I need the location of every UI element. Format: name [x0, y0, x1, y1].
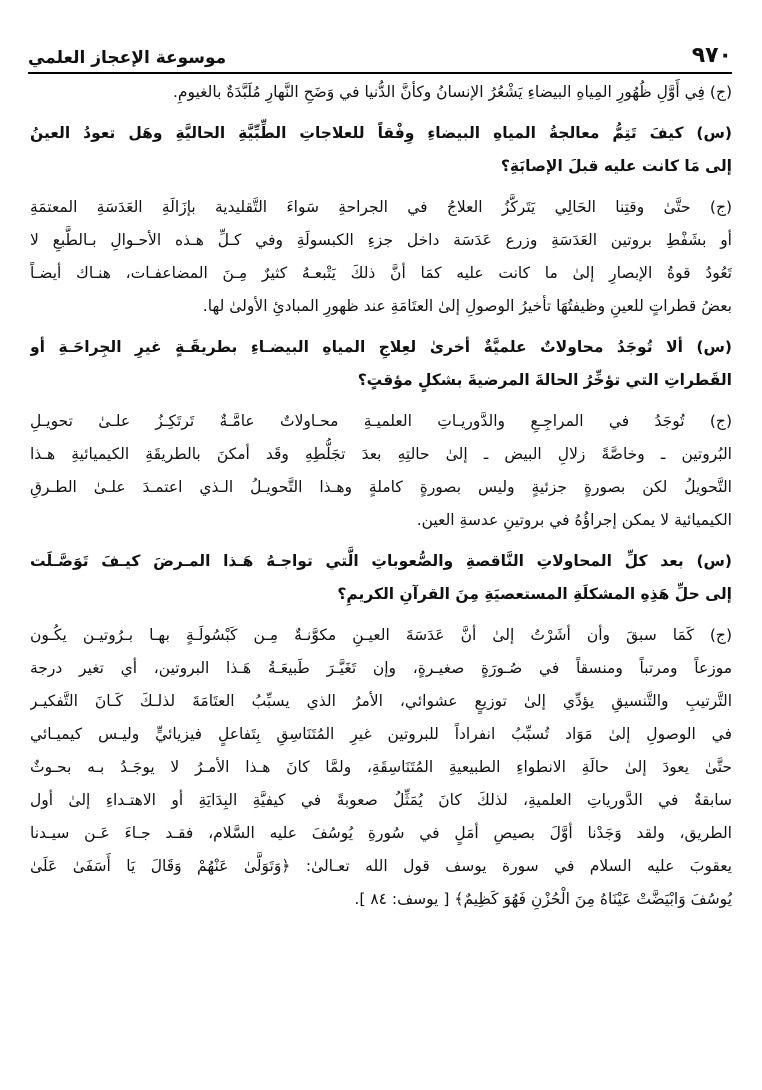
text-line: أو بشَفْطِ بروتين العَدَسَةِ وزرع عَدَسَة داخل جزءِ الكبسولَةِ وفي كـلِّ هـذه الأحـوالِ بـالطَّبعِ لا — [30, 231, 732, 249]
text-line: بعضُ قطراتٍ للعينِ وظيفتُهَا تأخيرُ الوصولِ إلىٰ العتَامَةِ عند ظهورِ المبادئِ الأولىٰ لها. — [202, 297, 732, 315]
question-paragraph — [30, 331, 732, 397]
text-line: (ج) كَمَا سبقَ وأن أشَرْتُ إلىٰ أنَّ عَدَسَةَ العيـنِ مكوَّنـةٌ مِـن كَبْسُولَـةٍ بهـا بـرُوتيـن يكُـون — [30, 626, 732, 644]
question-paragraph — [30, 545, 732, 611]
running-header — [28, 28, 732, 74]
text-line: الكيميائية لا يمكن إجراؤُهُ في بروتينِ عدسةِ العين. — [416, 511, 732, 529]
text-line: في الوصولِ إلىٰ مَوَاد تُسبِّبُ انفراداً للبروتين غيرِ المُتَنَاسِقِ بِتَفاعلٍ فيزيائيٍّ وليـس كيميـائي — [30, 725, 732, 743]
text-line: تَعُودُ قوةُ الإبصارِ إلىٰ ما كانت عليه كمَا أنَّ ذلكَ يَتْبعـهُ كثيرٌ مِـنَ المضاعفـات، هنـاك أيضـاً — [30, 264, 732, 282]
text-line: التَّرتيبِ والتَّنسيقِ يؤدِّي إلىٰ توزيعٍ عشوائي، الأمرُ الذي يسبِّبُ العتَامَةَ لذلـكَ كَـانَ التَّفكيـر — [30, 692, 732, 710]
answer-paragraph — [30, 619, 732, 916]
book-title: موسوعة الإعجاز العلمي — [28, 48, 227, 68]
text-line: القَطراتِ التي تؤخِّرُ الحالةَ المرضيةَ بشكلٍ مؤقتٍ؟ — [357, 371, 732, 389]
text-line: (س) بعد كلِّ المحاولاتِ النَّاقصةِ والصُّعوباتِ الَّتي تواجـهُ هَـذا المـرضَ كيـفَ تَوَصَّـلَت — [30, 552, 732, 570]
text-line: حتَّىٰ يعودَ إلىٰ حالَةِ الانطواءِ الطبيعيةِ المُتَنَاسِقَةِ، ولمَّا كانَ هـذا الأمـرُ لا يوجَـدُ بـه بحـوثٌ — [30, 758, 732, 776]
text-line: الطريق، ولقد وَجَدْنا أوَّلَ بصيصِ أمَلٍ في سُورةِ يُوسُفَ عليه السَّلام، فقـد جـاءَ عَـن سيـدنا — [30, 824, 732, 842]
text-line: التَّحويلُ لكن بصورةٍ جزئيةٍ وليس بصورةٍ كاملةٍ وهـذا التَّحويـلُ الـذي اعتمـدَ علـىٰ الطـرقِ — [30, 478, 732, 496]
page-number: ٩٧٠ — [691, 43, 732, 68]
text-line: (ج) تُوجَدُ في المراجِـعِ والدَّوريـاتِ العلميـةِ محـاولاتٌ عامَّـةٌ تَرتَكِـزُ علـىٰ تحويـلِ — [30, 412, 732, 430]
text-line: (س) ألا تُوجَدُ محاولاتٌ علميَّةٌ أخرىٰ لعِلاجِ المياهِ البيضـاءِ بطريقَـةٍ غيرِ الجِراحَـةِ أو — [30, 338, 732, 356]
text-line: يعقوبَ عليه السلام في سورة يوسف قول الله تعـالىٰ: ﴿وَتَوَلَّىٰ عَنْهُمْ وَقَالَ يَا أَسَفَىٰ عَلَىٰ — [30, 857, 732, 875]
text-line: (س) كيفَ تَتِمُّ معالجةُ المياهِ البيضاءِ وِفْقاً للعلاجاتِ الطِّبِّيَّةِ الحاليَّةِ وهَل تعودُ العينُ — [30, 124, 732, 142]
page-body — [30, 76, 732, 1070]
text-line: يُوسُفَ وَابْيَضَّتْ عَيْنَاهُ مِنَ الْحُزْنِ فَهُوَ كَظِيمٌ﴾ [ يوسف: ٨٤ ]. — [354, 890, 732, 908]
text-line: (ج) فِي أَوَّلِ ظُهُورِ المِياهِ البيضاءِ يَشْعُرُ الإنسانُ وكأنَّ الدُّنيا في وَضَحِ النَّهارِ مُلَبَّدَةٌ بالغيومِ. — [172, 83, 732, 101]
text-line: موزعاً ومرتباً ومنسقاً في صُـورَةٍ صغيـرةٍ، وإن تَغَيَّـرَ طَبيعَـةُ هَـذا البروتين، أي تغير درجة — [30, 659, 732, 677]
text-line: سابقةٌ في الدَّورياتِ العلميةِ، لذلكَ كانَ يُمَثِّلُ صعوبةً في كيفيَّةِ البِدَايَةِ أو الاهتـداءِ إلىٰ أول — [30, 791, 732, 809]
text-line: (ج) حتَّىٰ وقتِنا الحَالِي يَتَركَّزُ العلاجُ في الجراحةِ سَواءَ التَّقليدية بإزَالَةِ العَدَسَةِ المعتمَةِ — [30, 198, 732, 216]
answer-paragraph — [30, 405, 732, 537]
question-paragraph — [30, 117, 732, 183]
text-line: إلى حلِّ هَذِهِ المشكلَةِ المستعصيَةِ مِنَ القرآنِ الكريمِ؟ — [337, 585, 732, 603]
answer-paragraph — [30, 76, 732, 109]
text-line: البُروتين ـ وخاصَّةً زلالِ البيض ـ إلىٰ حالتِهِ بعدَ تجَلُّطِهِ وقَد أمكنَ بالطريقَةِ الكيميائيةِ هـذا — [30, 445, 732, 463]
answer-paragraph — [30, 191, 732, 323]
text-line: إلى مَا كانت عليه قبلَ الإصابَةِ؟ — [500, 157, 732, 175]
